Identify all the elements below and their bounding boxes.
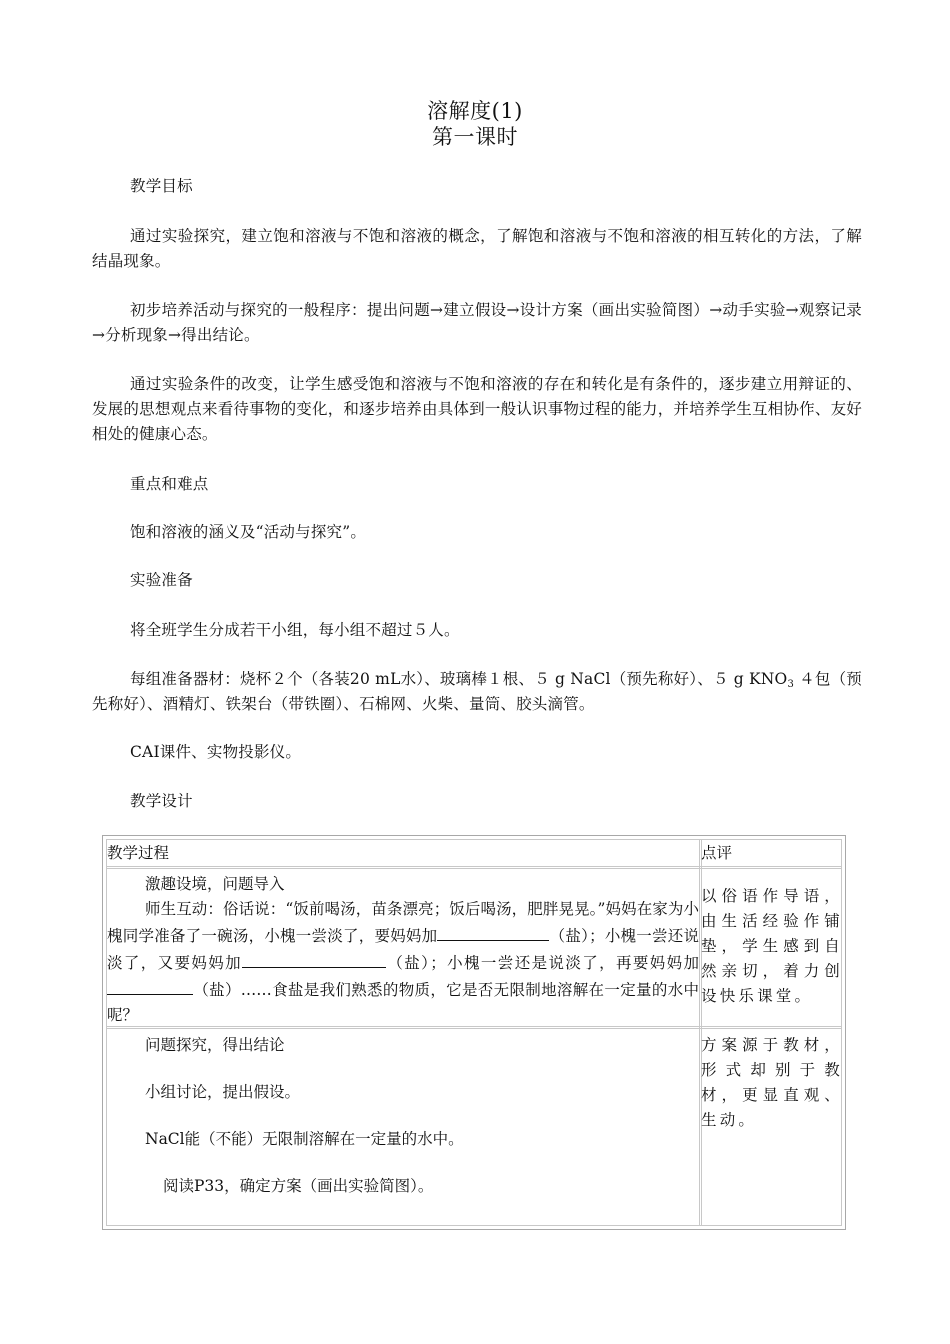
goal-paragraph-1: 通过实验探究，建立饱和溶液与不饱和溶液的概念，了解饱和溶液与不饱和溶液的相互转化的方法，了解结晶现象。 xyxy=(92,227,862,270)
heading-design: 教学设计 xyxy=(130,792,193,810)
row1-line1: 激趣设境，问题导入 xyxy=(145,875,285,893)
goal-paragraph-2: 初步培养活动与探究的一般程序：提出问题→建立假设→设计方案（画出实验简图）→动手实验→观察记录→分析现象→得出结论。 xyxy=(92,301,862,344)
prep-text-b: ４包（预先称好）、酒精灯、铁架台（带铁圈）、石棉网、火柴、量筒、胶头滴管。 xyxy=(92,670,862,713)
heading-preparation: 实验准备 xyxy=(130,571,193,589)
key-paragraph: 饱和溶液的涵义及“活动与探究”。 xyxy=(130,523,367,541)
goal-paragraph-3: 通过实验条件的改变，让学生感受饱和溶液与不饱和溶液的存在和转化是有条件的，逐步建立用辩证的、发展的思想观点来看待事物的变化，和逐步培养由具体到一般认识事物过程的能力，并培养学生互相协作、友好相处的健康心态。 xyxy=(92,375,862,443)
blank-1b xyxy=(457,922,549,941)
prep-paragraph-3: CAI课件、实物投影仪。 xyxy=(130,743,302,761)
teaching-design-table xyxy=(102,835,846,1230)
row2-process-cell xyxy=(107,1033,699,1199)
prep-paragraph-1: 将全班学生分成若干小组，每小组不超过５人。 xyxy=(130,621,460,639)
heading-key-points: 重点和难点 xyxy=(130,475,209,493)
row1-text-c: （盐）；小槐一尝还是说淡了，再要妈妈加 xyxy=(386,954,699,972)
row2-line1: 问题探究，得出结论 xyxy=(145,1036,285,1054)
header-process: 教学过程 xyxy=(107,844,170,862)
row1-process-cell xyxy=(107,872,699,1028)
row1-text-d: （盐）……食盐是我们熟悉的物质，它是否无限制地溶解在一定量的水中呢？ xyxy=(107,981,699,1024)
blank-2 xyxy=(242,949,386,968)
row1-comment: 以俗语作导语，由生活经验作铺垫，学生感到自然亲切，着力创设快乐课堂。 xyxy=(701,887,843,1005)
prep-text-a: 每组准备器材：烧杯２个（各装20 mL水）、玻璃棒１根、５ g NaCl（预先称好）、５ g KNO xyxy=(130,670,788,688)
heading-goals: 教学目标 xyxy=(130,177,193,195)
blank-1a xyxy=(437,922,457,941)
row2-line2: 小组讨论，提出假设。 xyxy=(145,1083,301,1101)
row1-paragraph xyxy=(107,897,699,1028)
row1-text-a: 师生互动：俗话说：“饭前喝汤，苗条漂亮；饭后喝汤，肥胖晃晃。”妈妈在家为小槐同学准备了一碗汤，小槐一尝淡了，要妈妈加 xyxy=(107,900,699,945)
row2-line3: NaCl能（不能）无限制溶解在一定量的水中。 xyxy=(145,1130,464,1148)
row2-comment-cell xyxy=(701,1033,843,1133)
prep-subscript: 3 xyxy=(787,679,795,690)
table-header-divider xyxy=(106,866,842,869)
prep-paragraph-2 xyxy=(92,667,862,717)
document-subtitle: 第一课时 xyxy=(432,125,518,149)
document-title: 溶解度(1) xyxy=(427,99,523,123)
row2-comment: 方案源于教材，形式却别于教材，更显直观、生动。 xyxy=(701,1036,843,1129)
row1-comment-cell xyxy=(701,884,843,1009)
row1-text-b: （盐）；小槐一尝还说淡了，又要妈妈加 xyxy=(107,927,699,972)
header-comment: 点评 xyxy=(701,844,733,862)
blank-3 xyxy=(107,976,193,995)
row2-line4: 阅读P33，确定方案（画出实验简图）。 xyxy=(163,1177,434,1195)
